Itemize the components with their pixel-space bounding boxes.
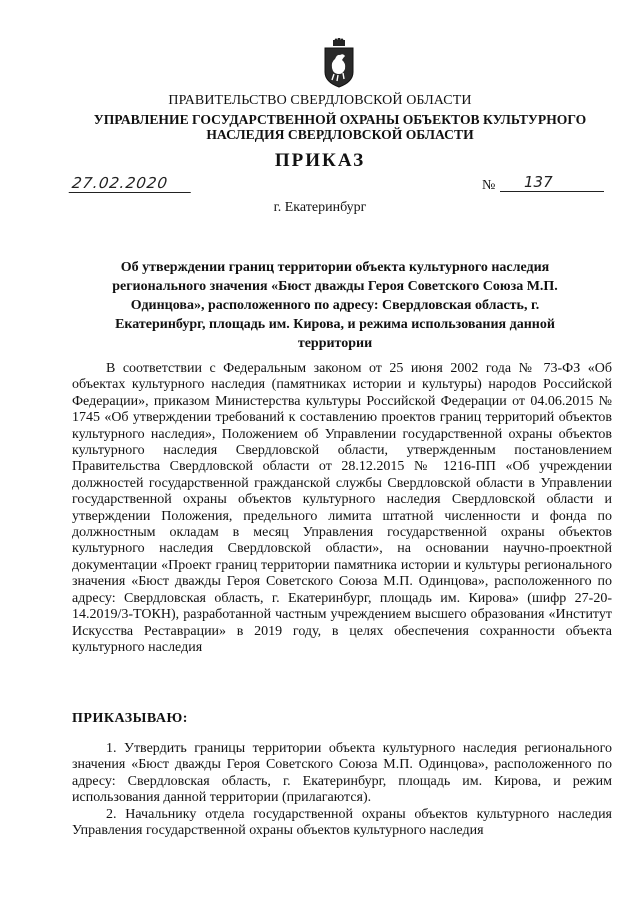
document-type: ПРИКАЗ — [274, 150, 366, 171]
order-word: ПРИКАЗЫВАЮ: — [72, 711, 188, 726]
document-date: 27.02.2020 — [69, 174, 194, 193]
number-label: № — [482, 178, 496, 193]
order-item-1: 1. Утвердить границы территории объекта культурного наследия регионального значения «Бюст дважды Героя Советского Союза М.П. Одинцова», расположенного по адресу: Свердловская область, г. Екатеринбург, площадь им. Кирова, и режим использования данной территории (прилагаются). — [72, 741, 612, 806]
government-name: ПРАВИТЕЛЬСТВО СВЕРДЛОВСКОЙ ОБЛАСТИ — [168, 93, 472, 108]
preamble-paragraph: В соответствии с Федеральным законом от 25 июня 2002 года № 73-ФЗ «Об объектах культурного наследия (памятниках истории и культуры) народов Российской Федерации», приказом Министерства культуры Российской Федерации от 04.06.2015 № 1745 «Об утверждении требований к составлению проектов границ территорий объектов культурного наследия», Положением об Управлении государственной охраны объектов культурного наследия Свердловской области, утвержденным постановлением Правительства Свердловской области от 28.12.2015 № 1216-ПП «Об учреждении должностей государственной гражданской службы Свердловской области в Управлении государственной охраны объектов культурного наследия Свердловской области и утверждении Положения, предельного лимита штатной численности и фонда по должностным окладам в месяц Управления государственной охраны объектов культурного наследия Свердловской области», на основании научно-проектной документации «Проект границ территории памятника истории и культуры регионального значения «Бюст дважды Героя Советского Союза М.П. Одинцова», расположенного по адресу: Свердловская область, г. Екатеринбург, площадь им. Кирова» (шифр 27-20-14.2019/3-ТОКН), разработанной частным учреждением высшего образования «Институт Искусства Реставрации» в 2019 году, в целях обеспечения сохранности объекта культурного наследия — [72, 361, 612, 655]
document-number: 137 — [500, 173, 604, 192]
department-name: УПРАВЛЕНИЕ ГОСУДАРСТВЕННОЙ ОХРАНЫ ОБЪЕКТОВ КУЛЬТУРНОГО НАСЛЕДИЯ СВЕРДЛОВСКОЙ ОБЛАСТИ — [93, 112, 587, 142]
coat-of-arms-icon — [322, 38, 356, 88]
city: г. Екатеринбург — [273, 200, 367, 215]
preamble — [72, 361, 612, 656]
order-item-2: 2. Начальнику отдела государственной охраны объектов культурного наследия Управления государственной охраны объектов культурного наследия — [72, 806, 612, 839]
order-items — [72, 741, 612, 839]
document-subject: Об утверждении границ территории объекта культурного наследия регионального значения «Бюст дважды Героя Советского Союза М.П. Одинцова», расположенного по адресу: Свердловская область, г. Екатеринбург, площадь им. Кирова, и режима использования данной территории — [112, 260, 558, 351]
